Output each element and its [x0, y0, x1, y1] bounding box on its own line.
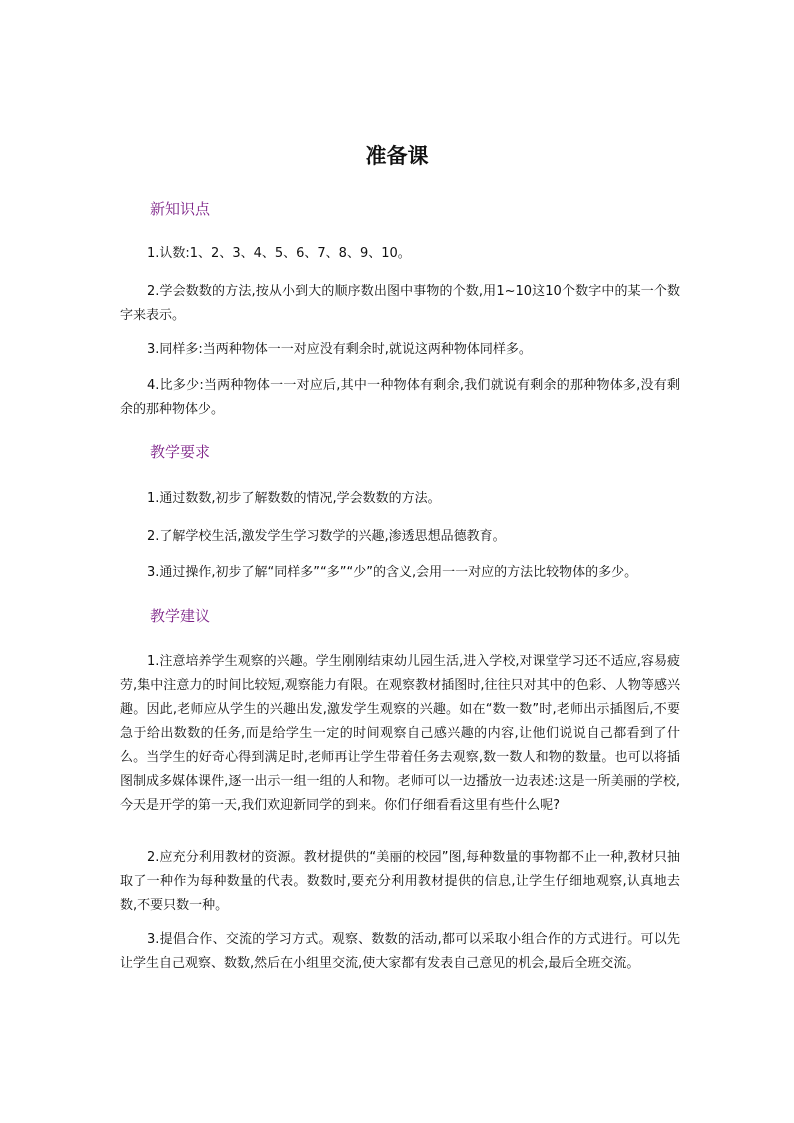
section-heading-teaching-requirements: 教学要求 — [150, 443, 211, 461]
paragraph: 2.了解学校生活,激发学生学习数学的兴趣,渗透思想品德教育。 — [147, 529, 506, 544]
paragraph: 3.同样多:当两种物体一一对应没有剩余时,就说这两种物体同样多。 — [147, 342, 532, 357]
paragraph: 1.认数:1、2、3、4、5、6、7、8、9、10。 — [147, 246, 411, 261]
paragraph: 1.通过数数,初步了解数数的情况,学会数数的方法。 — [147, 491, 441, 506]
paragraph: 2.应充分利用教材的资源。教材提供的“美丽的校园”图,每种数量的事物都不止一种,教材只抽取了一种作为每种数量的代表。数数时,要充分利用教材提供的信息,让学生仔细地观察,认真地去数,不要只数一种。 — [120, 850, 680, 913]
paragraph: 3.通过操作,初步了解“同样多”“多”“少”的含义,会用一一对应的方法比较物体的多少。 — [147, 565, 638, 580]
paragraph: 4.比多少:当两种物体一一对应后,其中一种物体有剩余,我们就说有剩余的那种物体多,没有剩余的那种物体少。 — [120, 378, 680, 417]
section-heading-teaching-suggestions: 教学建议 — [150, 607, 211, 625]
paragraph: 1.注意培养学生观察的兴趣。学生刚刚结束幼儿园生活,进入学校,对课堂学习还不适应,容易疲劳,集中注意力的时间比较短,观察能力有限。在观察教材插图时,往往只对其中的色彩、人物等感兴趣。因此,老师应从学生的兴趣出发,激发学生观察的兴趣。如在“数一数”时,老师出示插图后,不要急于给出数数的任务,而是给学生一定的时间观察自己感兴趣的内容,让他们说说自己都看到了什么。当学生的好奇心得到满足时,老师再让学生带着任务去观察,数一数人和物的数量。也可以将插图制成多媒体课件,逐一出示一组一组的人和物。老师可以一边播放一边表述:这是一所美丽的学校,今天是开学的第一天,我们欢迎新同学的到来。你们仔细看看这里有些什么呢? — [120, 654, 680, 813]
page-title: 准备课 — [365, 144, 429, 168]
paragraph: 3.提倡合作、交流的学习方式。观察、数数的活动,都可以采取小组合作的方式进行。可以先让学生自己观察、数数,然后在小组里交流,使大家都有发表自己意见的机会,最后全班交流。 — [120, 932, 680, 971]
paragraph: 2.学会数数的方法,按从小到大的顺序数出图中事物的个数,用1~10这10个数字中的某一个数字来表示。 — [120, 284, 680, 323]
section-heading-new-knowledge: 新知识点 — [150, 200, 211, 218]
